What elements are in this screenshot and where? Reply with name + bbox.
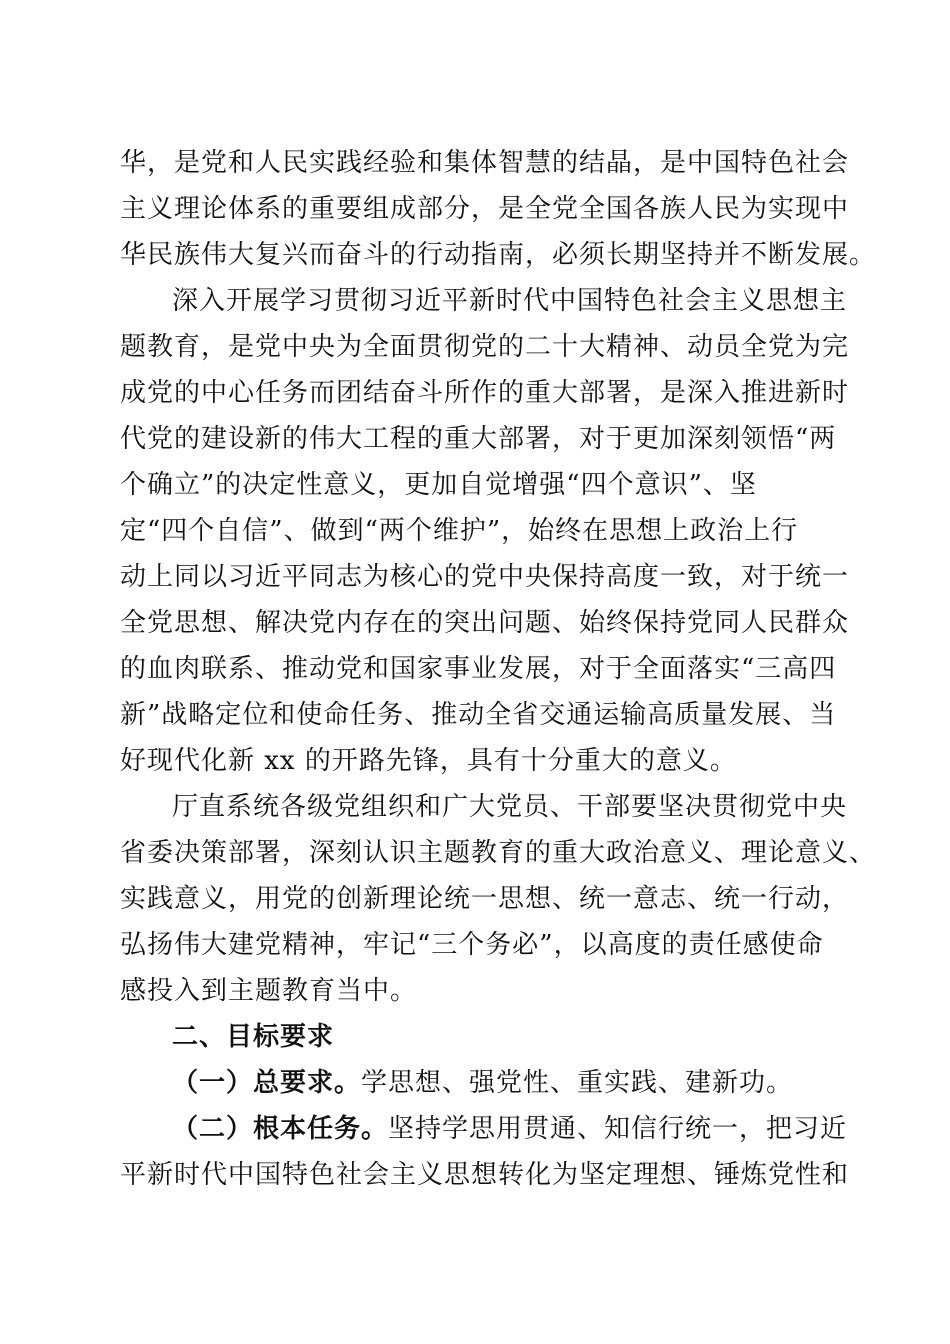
paragraph-2-line-1: 深入开展学习贯彻习近平新时代中国特色社会主义思想主 <box>172 286 848 316</box>
item-1-text: 学思想、强党性、重实践、建新功。 <box>361 1068 794 1098</box>
paragraph-3-line-5: 感投入到主题教育当中。 <box>120 976 418 1006</box>
paragraph-1-line-1: 华，是党和人民实践经验和集体智慧的结晶，是中国特色社会 <box>120 148 850 178</box>
paragraph-1-line-3: 华民族伟大复兴而奋斗的行动指南，必须长期坚持并不断发展。 <box>120 240 877 270</box>
section-heading: 二、目标要求 <box>172 1022 335 1052</box>
item-2-line-1 <box>120 1106 848 1152</box>
paragraph-2-line-10: 新”战略定位和使命任务、推动全省交通运输高质量发展、当 <box>120 700 837 730</box>
paragraph-3-line-3: 实践意义，用党的创新理论统一思想、统一意志、统一行动， <box>120 884 850 914</box>
paragraph-2-line-4: 代党的建设新的伟大工程的重大部署，对于更加深刻领悟“两 <box>120 424 837 454</box>
paragraph-2-line-2: 题教育，是党中央为全面贯彻党的二十大精神、动员全党为完 <box>120 332 850 362</box>
paragraph-3-line-1: 厅直系统各级党组织和广大党员、干部要坚决贯彻党中央 <box>172 792 848 822</box>
paragraph-2-line-8: 全党思想、解决党内存在的突出问题、始终保持党同人民群众 <box>120 608 850 638</box>
paragraph-2-line-5: 个确立”的决定性意义，更加自觉增强“四个意识”、坚 <box>120 470 757 500</box>
item-1 <box>120 1060 840 1106</box>
paragraph-2-line-11: 好现代化新 xx 的开路先锋，具有十分重大的意义。 <box>120 746 737 776</box>
item-2-lead: （二）根本任务。 <box>172 1114 389 1144</box>
paragraph-3-line-4: 弘扬伟大建党精神，牢记“三个务必”，以高度的责任感使命 <box>120 930 824 960</box>
paragraph-2-line-6: 定“四个自信”、做到“两个维护”，始终在思想上政治上行 <box>120 516 799 546</box>
item-1-lead: （一）总要求。 <box>172 1068 362 1098</box>
item-2-line-2: 平新时代中国特色社会主义思想转化为坚定理想、锤炼党性和 <box>120 1160 850 1190</box>
paragraph-2-line-9: 的血肉联系、推动党和国家事业发展，对于全面落实“三高四 <box>120 654 837 684</box>
paragraph-1-line-2: 主义理论体系的重要组成部分，是全党全国各族人民为实现中 <box>120 194 850 224</box>
item-2-line-1-rest: 坚持学思用贯通、知信行统一，把习近 <box>388 1114 848 1144</box>
paragraph-2-line-7: 动上同以习近平同志为核心的党中央保持高度一致，对于统一 <box>120 562 850 592</box>
paragraph-2-line-3: 成党的中心任务而团结奋斗所作的重大部署，是深入推进新时 <box>120 378 850 408</box>
document-body <box>120 140 877 1198</box>
paragraph-3-line-2: 省委决策部署，深刻认识主题教育的重大政治意义、理论意义、 <box>120 838 877 868</box>
